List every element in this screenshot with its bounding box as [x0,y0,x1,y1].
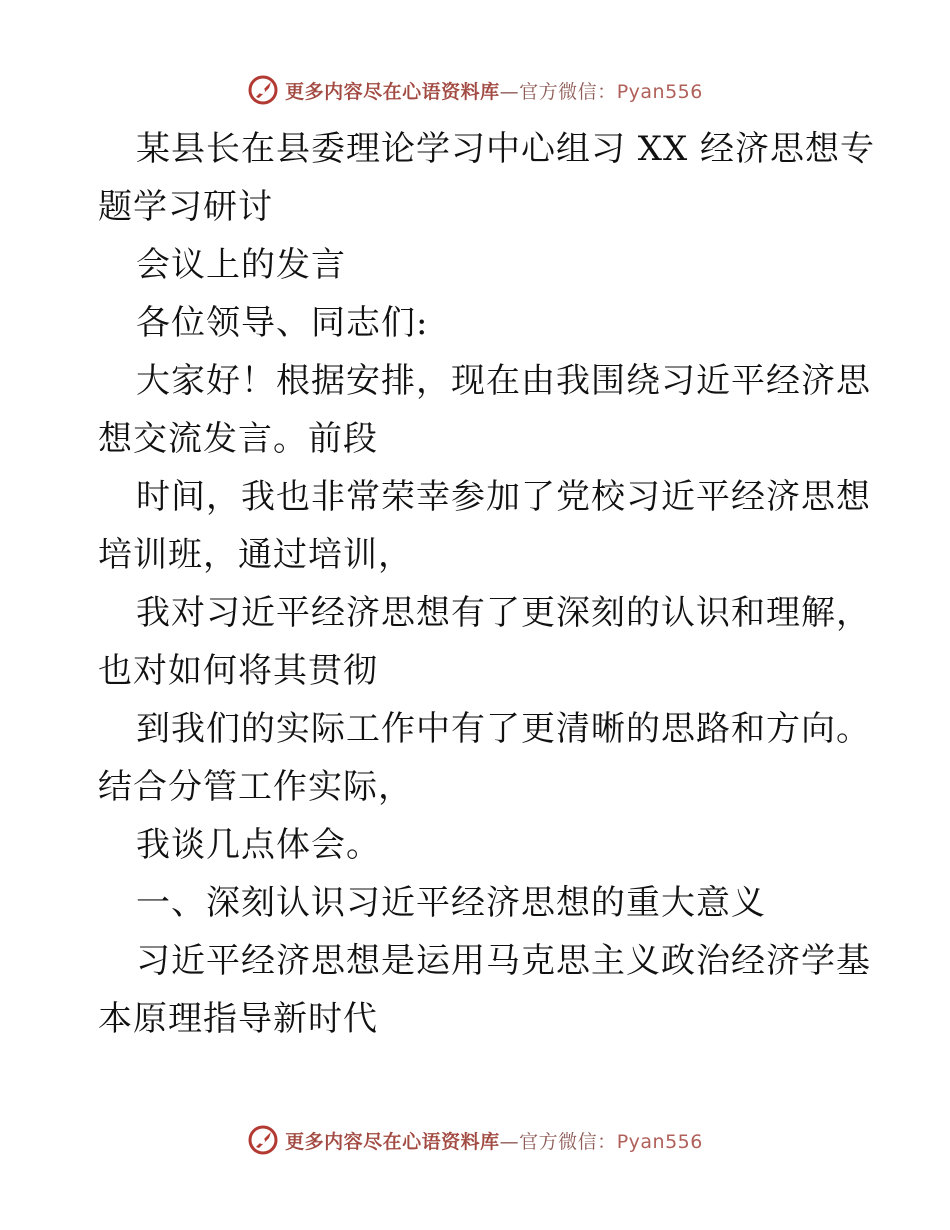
paragraph-line: 习近平经济思想是运用马克思主义政治经济学基 [136,941,871,981]
paragraph-line: 到我们的实际工作中有了更清晰的思路和方向。 [136,709,871,749]
banner-wechat-label: 官方微信： [519,80,617,103]
header-banner [0,70,950,110]
paragraph-line: 培训班，通过培训， [98,535,413,575]
banner-text [285,1127,703,1154]
banner-dash: — [499,80,520,103]
footer-banner [0,1120,950,1160]
salutation: 各位领导、同志们: [136,303,429,343]
document-body [98,120,876,1048]
banner-wechat-label: 官方微信： [519,1130,617,1153]
title-line-1: 某县长在县委理论学习中心组习 XX 经济思想专 [136,129,876,169]
banner-handle: Pyan556 [616,80,703,103]
paragraph-line: 也对如何将其贯彻 [98,651,378,691]
title-line-2: 题学习研讨 [98,187,273,227]
banner-dash: — [499,1130,520,1153]
paragraph-line: 大家好！根据安排，现在由我围绕习近平经济思 [136,361,871,401]
paragraph-line: 本原理指导新时代 [98,999,378,1039]
title-line-3: 会议上的发言 [136,245,346,285]
paragraph-line: 时间，我也非常荣幸参加了党校习近平经济思想 [136,477,871,517]
paragraph-line: 我谈几点体会。 [136,825,381,865]
banner-text [285,77,703,104]
paragraph-line: 结合分管工作实际， [98,767,413,807]
banner-main-text: 更多内容尽在心语资料库 [285,1130,500,1153]
quill-logo-icon [247,1124,279,1156]
paragraph-line: 想交流发言。前段 [98,419,378,459]
quill-logo-icon [247,74,279,106]
banner-main-text: 更多内容尽在心语资料库 [285,80,500,103]
banner-handle: Pyan556 [616,1130,703,1153]
paragraph-line: 我对习近平经济思想有了更深刻的认识和理解， [136,593,871,633]
section-heading: 一、深刻认识习近平经济思想的重大意义 [136,883,766,923]
